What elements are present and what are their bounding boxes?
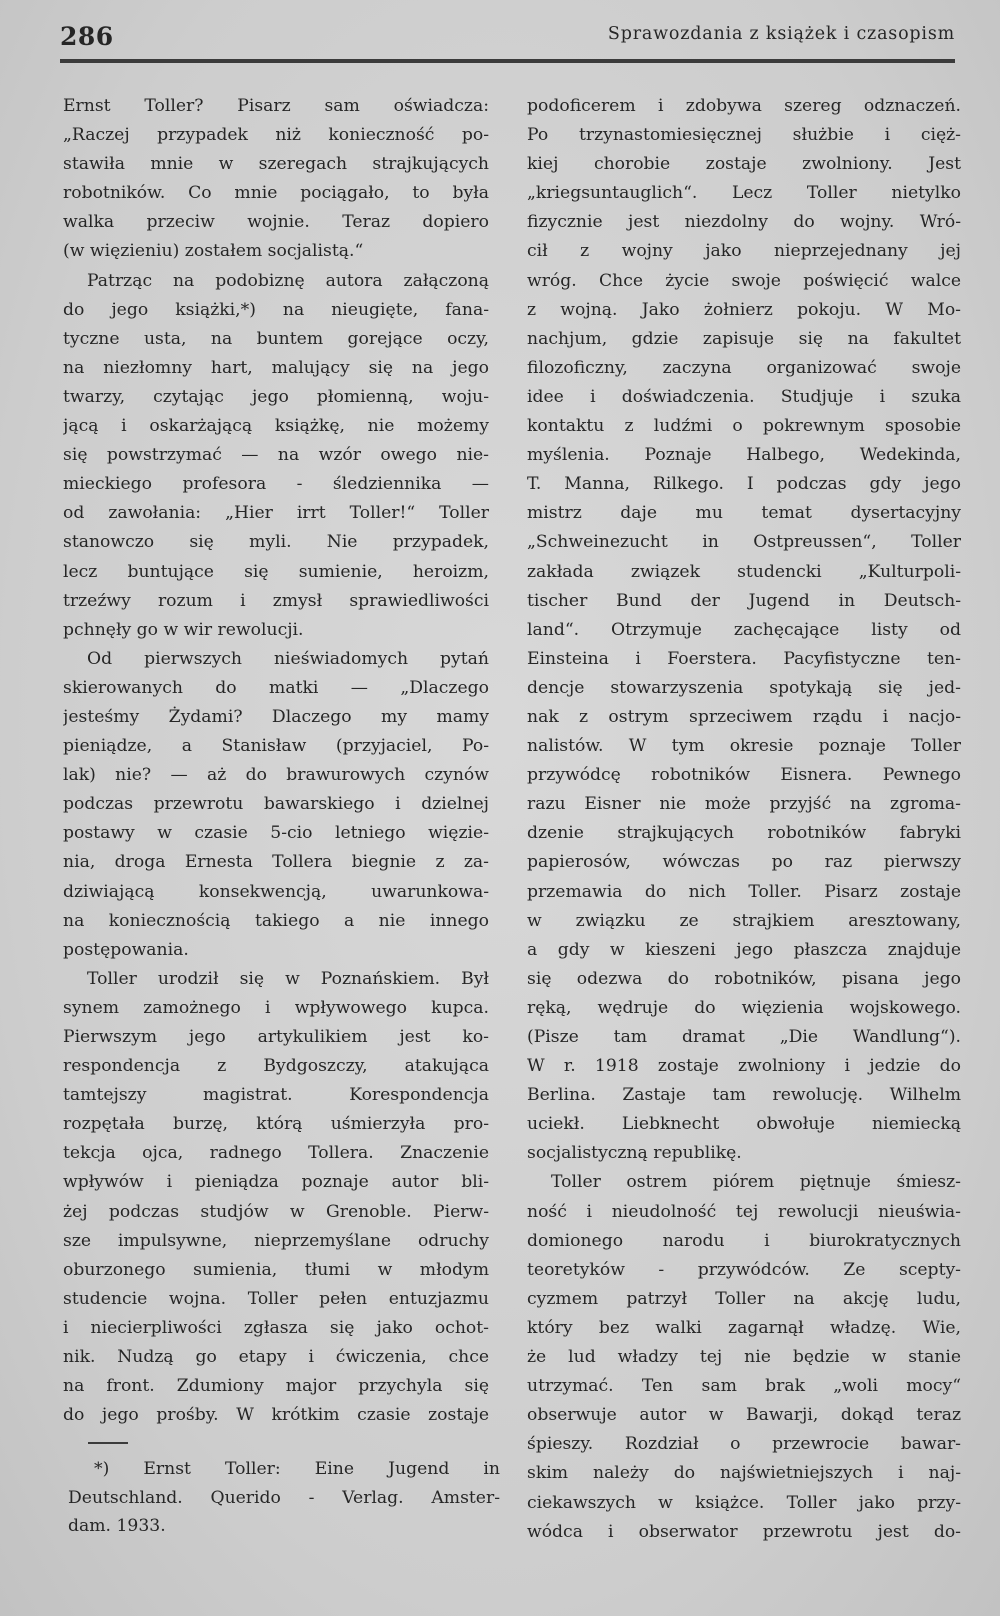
text-line: kiej chorobie zostaje zwolniony. Jest xyxy=(527,154,961,175)
text-line: cyzmem patrzył Toller na akcję ludu, xyxy=(527,1288,961,1309)
text-line: skierowanych do matki — „Dlaczego xyxy=(63,677,489,698)
footnote xyxy=(68,1455,500,1541)
running-head: Sprawozdania z książek i czasopism xyxy=(607,24,955,44)
text-line: dencje stowarzyszenia spotykają się jed- xyxy=(527,677,961,698)
text-line: papierosów, wówczas po raz pierwszy xyxy=(527,852,961,873)
text-line: obserwuje autor w Bawarji, dokąd teraz xyxy=(527,1405,961,1426)
text-line: że lud władzy tej nie będzie w stanie xyxy=(527,1347,961,1368)
text-line: z wojną. Jako żołnierz pokoju. W Mo- xyxy=(527,299,961,320)
text-line: a gdy w kieszeni jego płaszcza znajduje xyxy=(527,939,961,960)
text-line: Einsteina i Foerstera. Pacyfistyczne ten- xyxy=(527,648,961,669)
text-line: Od pierwszych nieświadomych pytań xyxy=(87,648,489,669)
text-line: się odezwa do robotników, pisana jego xyxy=(527,968,961,989)
footnote-rule xyxy=(88,1442,128,1444)
text-line: na koniecznością takiego a nie innego xyxy=(63,910,489,931)
text-line: wróg. Chce życie swoje poświęcić walce xyxy=(527,270,961,291)
text-line: trzeźwy rozum i zmysł sprawiedliwości xyxy=(63,590,489,611)
text-line: Po trzynastomiesięcznej służbie i cięż- xyxy=(527,125,961,146)
left-column xyxy=(63,92,489,1430)
footnote-line: dam. 1933. xyxy=(68,1516,166,1536)
text-line: fizycznie jest niezdolny do wojny. Wró- xyxy=(527,212,961,233)
text-line: land“. Otrzymuje zachęcające listy od xyxy=(527,619,961,640)
text-line: mieckiego profesora - śledziennika — xyxy=(63,474,489,495)
text-line: pchnęły go w wir rewolucji. xyxy=(63,619,304,640)
text-line: który bez walki zagarnął władzę. Wie, xyxy=(527,1317,961,1338)
text-line: uciekł. Liebknecht obwołuje niemiecką xyxy=(527,1114,961,1135)
text-line: na front. Zdumiony major przychyla się xyxy=(63,1376,489,1397)
text-line: razu Eisner nie może przyjść na zgroma- xyxy=(527,794,961,815)
text-line: sze impulsywne, nieprzemyślane odruchy xyxy=(63,1230,489,1251)
text-line: walka przeciw wojnie. Teraz dopiero xyxy=(63,212,489,233)
footnote-line: *) Ernst Toller: Eine Jugend in xyxy=(94,1459,500,1479)
text-line: W r. 1918 zostaje zwolniony i jedzie do xyxy=(527,1056,961,1077)
page-number: 286 xyxy=(60,22,114,51)
text-line: na niezłomny hart, malujący się na jego xyxy=(63,357,489,378)
text-line: twarzy, czytając jego płomienną, woju- xyxy=(63,386,489,407)
text-line: „kriegsuntauglich“. Lecz Toller nietylko xyxy=(527,183,961,204)
text-line: przywódcę robotników Eisnera. Pewnego xyxy=(527,765,961,786)
text-line: tamtejszy magistrat. Korespondencja xyxy=(63,1085,489,1106)
text-line: T. Manna, Rilkego. I podczas gdy jego xyxy=(527,474,961,495)
text-line: postępowania. xyxy=(63,939,189,960)
text-line: mistrz daje mu temat dysertacyjny xyxy=(527,503,961,524)
text-line: tischer Bund der Jugend in Deutsch- xyxy=(527,590,961,611)
text-line: Berlina. Zastaje tam rewolucję. Wilhelm xyxy=(527,1085,961,1106)
text-line: ciekawszych w książce. Toller jako przy- xyxy=(527,1492,961,1513)
text-line: lak) nie? — aż do brawurowych czynów xyxy=(63,765,489,786)
text-line: śpieszy. Rozdział o przewrocie bawar- xyxy=(527,1434,961,1455)
text-line: żej podczas studjów w Grenoble. Pierw- xyxy=(63,1201,489,1222)
text-line: podoficerem i zdobywa szereg odznaczeń. xyxy=(527,96,961,116)
text-line: nia, droga Ernesta Tollera biegnie z za- xyxy=(63,852,489,873)
text-line: kontaktu z ludźmi o pokrewnym sposobie xyxy=(527,416,961,437)
text-line: rozpętała burzę, którą uśmierzyła pro- xyxy=(63,1114,489,1135)
text-line: oburzonego sumienia, tłumi w młodym xyxy=(63,1259,489,1280)
text-line: od zawołania: „Hier irrt Toller!“ Toller xyxy=(63,503,489,524)
text-line: jesteśmy Żydami? Dlaczego my mamy xyxy=(63,706,489,727)
text-line: utrzymać. Ten sam brak „woli mocy“ xyxy=(527,1376,961,1397)
text-line: „Raczej przypadek niż konieczność po- xyxy=(63,125,489,146)
text-line: filozoficzny, zaczyna organizować swoje xyxy=(527,357,961,378)
text-line: respondencja z Bydgoszczy, atakująca xyxy=(63,1056,489,1077)
text-line: się powstrzymać — na wzór owego nie- xyxy=(63,445,489,466)
text-line: Ernst Toller? Pisarz sam oświadcza: xyxy=(63,96,489,116)
text-line: Patrząc na podobiznę autora załączoną xyxy=(87,270,489,291)
text-line: przemawia do nich Toller. Pisarz zostaje xyxy=(527,881,961,902)
text-line: postawy w czasie 5-cio letniego więzie- xyxy=(63,823,489,844)
text-line: (Pisze tam dramat „Die Wandlung“). xyxy=(527,1027,961,1047)
text-line: pieniądze, a Stanisław (przyjaciel, Po- xyxy=(63,736,489,757)
text-line: robotników. Co mnie pociągało, to była xyxy=(63,183,489,204)
text-line: dzenie strajkujących robotników fabryki xyxy=(527,823,961,844)
text-line: Toller ostrem piórem piętnuje śmiesz- xyxy=(551,1172,961,1193)
text-line: ność i nieudolność tej rewolucji nieuświa- xyxy=(527,1201,961,1222)
text-line: wpływów i pieniądza poznaje autor bli- xyxy=(63,1172,489,1193)
text-line: wódca i obserwator przewrotu jest do- xyxy=(527,1521,961,1542)
text-line: idee i doświadczenia. Studjuje i szuka xyxy=(527,386,961,407)
text-line: ręką, wędruje do więzienia wojskowego. xyxy=(527,997,961,1018)
text-line: nik. Nudzą go etapy i ćwiczenia, chce xyxy=(63,1347,489,1368)
text-line: domionego narodu i biurokratycznych xyxy=(527,1230,961,1251)
text-line: do jego książki,*) na nieugięte, fana- xyxy=(63,299,489,320)
text-line: nachjum, gdzie zapisuje się na fakultet xyxy=(527,328,961,349)
text-line: tekcja ojca, radnego Tollera. Znaczenie xyxy=(63,1143,489,1164)
text-line: nak z ostrym sprzeciwem rządu i nacjo- xyxy=(527,706,961,727)
text-line: lecz buntujące się sumienie, heroizm, xyxy=(63,561,489,582)
text-line: myślenia. Poznaje Halbego, Wedekinda, xyxy=(527,445,961,466)
right-column xyxy=(527,92,961,1547)
text-line: jącą i oskarżającą książkę, nie możemy xyxy=(63,416,489,437)
text-line: teoretyków - przywódców. Ze scepty- xyxy=(527,1259,961,1280)
text-line: tyczne usta, na buntem gorejące oczy, xyxy=(63,328,489,349)
text-line: dziwiającą konsekwencją, uwarunkowa- xyxy=(63,881,489,902)
text-line: nalistów. W tym okresie poznaje Toller xyxy=(527,736,961,757)
text-line: Toller urodził się w Poznańskiem. Był xyxy=(87,968,489,989)
text-line: „Schweinezucht in Ostpreussen“, Toller xyxy=(527,532,961,553)
text-line: stanowczo się myli. Nie przypadek, xyxy=(63,532,489,553)
header-rule xyxy=(60,59,955,63)
text-line: Pierwszym jego artykulikiem jest ko- xyxy=(63,1027,489,1047)
text-line: podczas przewrotu bawarskiego i dzielnej xyxy=(63,794,489,815)
text-line: cił z wojny jako nieprzejednany jej xyxy=(527,241,961,262)
text-line: zakłada związek studencki „Kulturpoli- xyxy=(527,561,961,582)
text-line: i niecierpliwości zgłasza się jako ochot- xyxy=(63,1317,489,1338)
text-line: w związku ze strajkiem aresztowany, xyxy=(527,910,961,931)
text-line: studencie wojna. Toller pełen entuzjazmu xyxy=(63,1288,489,1309)
text-line: stawiła mnie w szeregach strajkujących xyxy=(63,154,489,175)
text-line: socjalistyczną republikę. xyxy=(527,1143,742,1164)
text-line: synem zamożnego i wpływowego kupca. xyxy=(63,997,489,1018)
text-line: (w więzieniu) zostałem socjalistą.“ xyxy=(63,241,364,262)
text-line: do jego prośby. W krótkim czasie zostaje xyxy=(63,1405,489,1426)
text-line: skim należy do najświetniejszych i naj- xyxy=(527,1463,961,1484)
footnote-line: Deutschland. Querido - Verlag. Amster- xyxy=(68,1487,500,1508)
